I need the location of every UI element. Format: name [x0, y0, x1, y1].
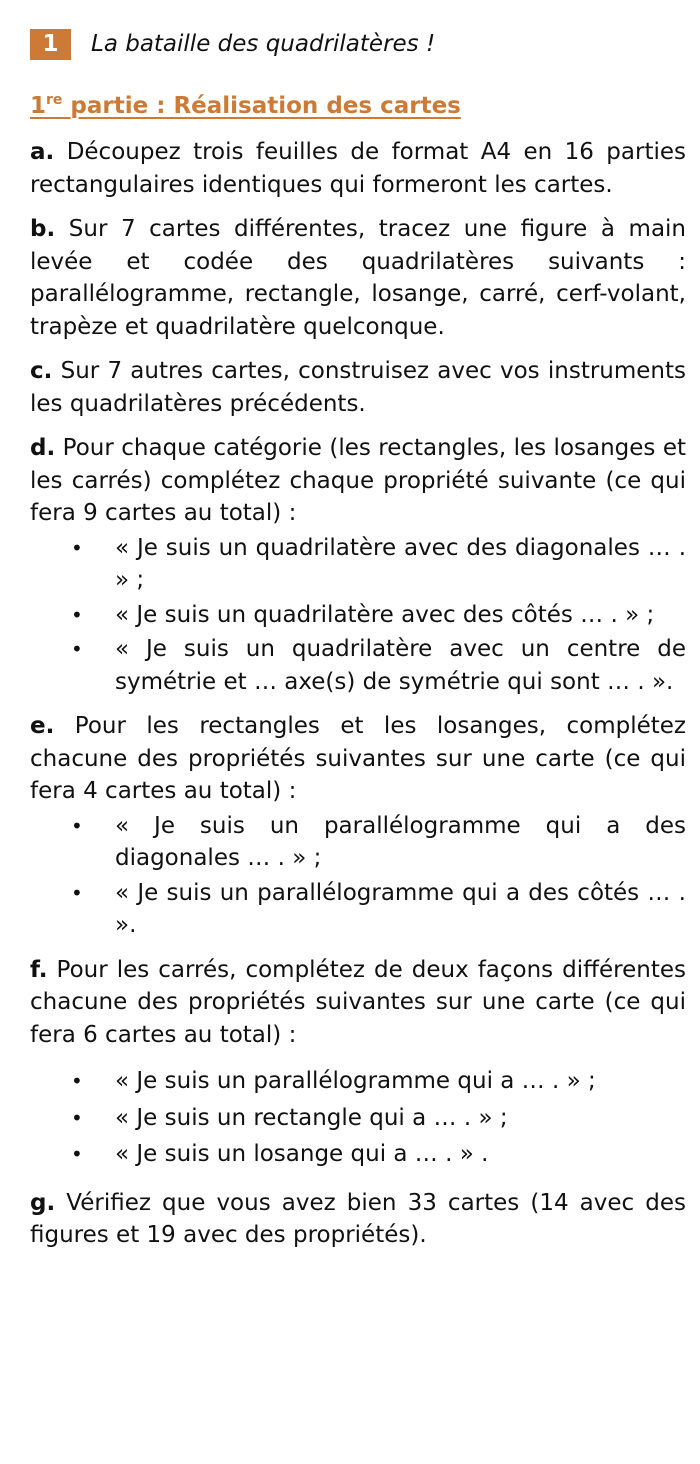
- list-item: [71, 1102, 686, 1135]
- list-item-text: « Je suis un parallélogramme qui a … . » ;: [115, 1068, 596, 1094]
- part-heading: [30, 84, 686, 122]
- list-item: [71, 532, 686, 597]
- exercise-number-badge: 1: [30, 29, 71, 60]
- list-item-text: « Je suis un quadrilatère avec des côtés … . » ;: [115, 601, 655, 628]
- list-item-text: « Je suis un quadrilatère avec des diagonales … . » ;: [115, 534, 686, 593]
- part-number: 1: [30, 93, 47, 119]
- question-e: [30, 710, 686, 808]
- question-g: [30, 1187, 686, 1252]
- list-item: [71, 810, 686, 875]
- question-c: [30, 355, 686, 420]
- bullet-icon: •: [71, 1069, 83, 1093]
- question-letter: e.: [30, 713, 55, 739]
- question-text: Vérifiez que vous avez bien 33 cartes (14 avec des figures et 19 avec des propriétés).: [30, 1189, 687, 1248]
- question-text: Sur 7 autres cartes, construisez avec vos instruments les quadrilatères précédents.: [30, 358, 686, 417]
- part-title: partie : Réalisation des cartes: [62, 93, 461, 119]
- list-item: [71, 1138, 686, 1171]
- bullet-icon: •: [71, 1105, 83, 1130]
- question-d-bullets: [30, 532, 686, 699]
- question-a: [30, 136, 686, 201]
- list-item-text: « Je suis un rectangle qui a … . » ;: [115, 1104, 508, 1131]
- list-item-text: « Je suis un losange qui a … . » .: [115, 1141, 489, 1167]
- question-e-bullets: [30, 810, 686, 942]
- list-item: [71, 633, 686, 698]
- bullet-icon: •: [71, 602, 83, 627]
- question-text: Pour les carrés, complétez de deux façons différentes chacune des propriétés suivantes sur une carte (ce qui fera 6 cartes au total) :: [30, 956, 686, 1048]
- bullet-icon: •: [71, 1142, 83, 1166]
- list-item-text: « Je suis un parallélogramme qui a des côtés … . ».: [115, 879, 686, 938]
- question-f: [30, 954, 686, 1052]
- bullet-icon: •: [71, 880, 83, 905]
- question-text: Sur 7 cartes différentes, tracez une figure à main levée et codée des quadrilatères suivants : parallélogramme, rectangle, losange, carré, cerf-volant, trapèze et quadrilatère quelconque.: [30, 216, 687, 340]
- bullet-icon: •: [71, 813, 83, 838]
- bullet-icon: •: [71, 637, 83, 661]
- question-letter: d.: [30, 435, 56, 461]
- list-item: [71, 1065, 686, 1098]
- question-letter: a.: [30, 139, 55, 165]
- question-letter: c.: [30, 358, 53, 384]
- list-item: [71, 877, 686, 942]
- question-b: [30, 213, 686, 343]
- list-item-text: « Je suis un quadrilatère avec un centre de symétrie et … axe(s) de symétrie qui sont … . ».: [115, 636, 686, 695]
- question-letter: g.: [30, 1189, 56, 1216]
- question-letter: b.: [30, 216, 56, 242]
- question-f-bullets: [30, 1065, 686, 1171]
- question-text: Pour les rectangles et les losanges, complétez chacune des propriétés suivantes sur une carte (ce qui fera 4 cartes au total) :: [30, 713, 686, 804]
- exercise-header: [30, 0, 686, 60]
- question-letter: f.: [30, 956, 48, 983]
- list-item: [71, 599, 686, 632]
- part-number-superscript: re: [46, 92, 63, 108]
- question-text: Pour chaque catégorie (les rectangles, les losanges et les carrés) complétez chaque propriété suivante (ce qui fera 9 cartes au total) :: [30, 435, 687, 526]
- exercise-title: La bataille des quadrilatères !: [91, 31, 436, 57]
- list-item-text: « Je suis un parallélogramme qui a des diagonales … . » ;: [115, 812, 686, 871]
- question-d: [30, 432, 686, 530]
- question-text: Découpez trois feuilles de format A4 en 16 parties rectangulaires identiques qui formeront les cartes.: [30, 139, 687, 198]
- bullet-icon: •: [71, 535, 83, 560]
